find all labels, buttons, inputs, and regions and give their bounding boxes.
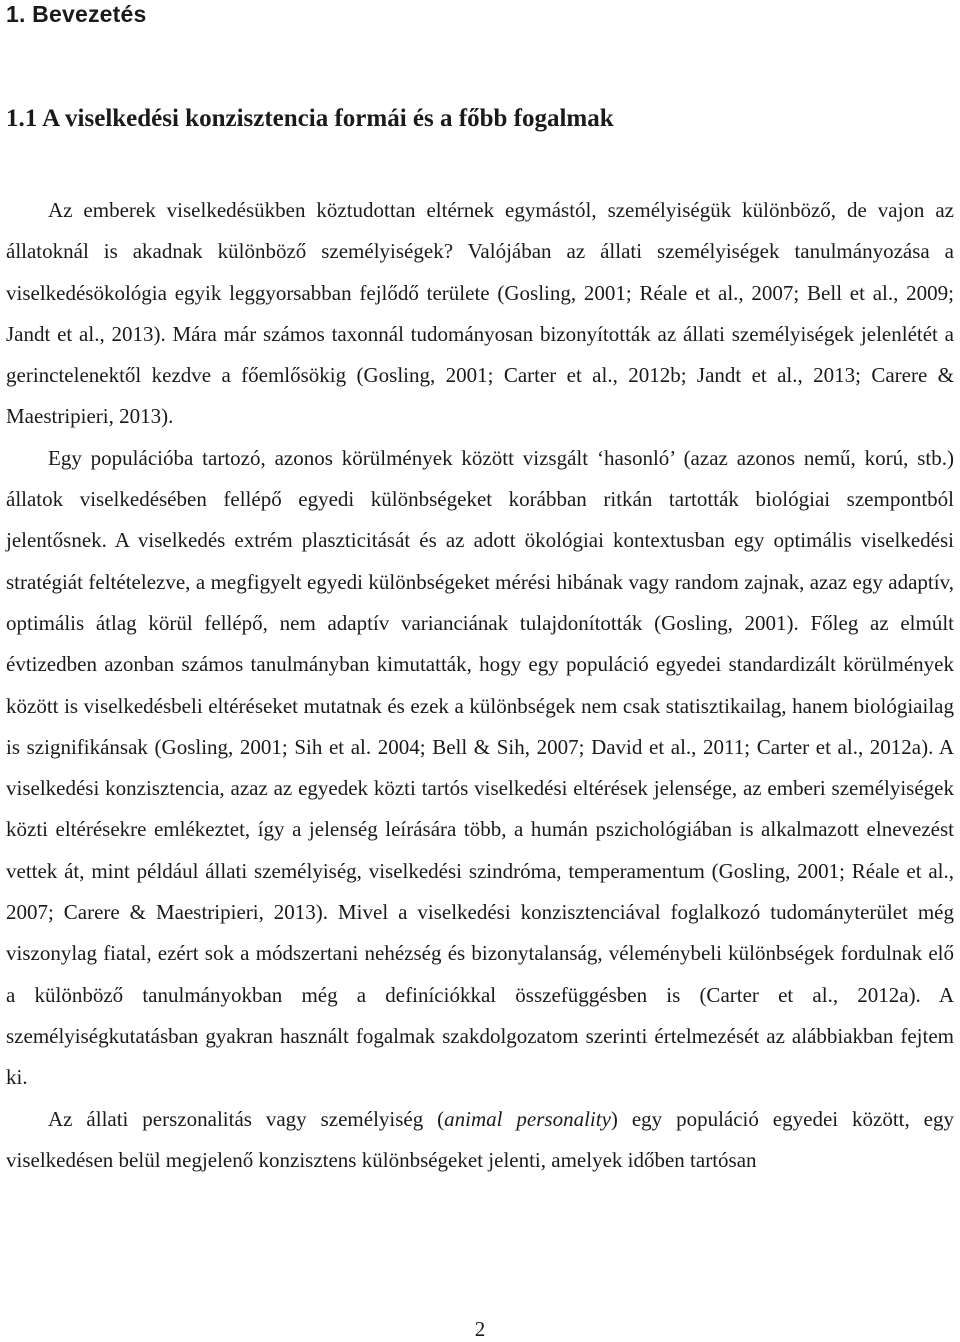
paragraph-2: Egy populációba tartozó, azonos körülmények között vizsgált ‘hasonló’ (azaz azonos nemű, korú, stb.) állatok viselkedésében fellépő egyedi különbségeket korábban ritkán tartották biológiai szempontból jelentősnek. A viselkedés extrém plaszticitását és az adott ökológiai kontextusban egy optimális viselkedési stratégiát feltételezve, a megfigyelt egyedi különbségeket mérési hibának vagy random zajnak, azaz egy adaptív, optimális átlag körül fellépő, nem adaptív varianciának tulajdonították (Gosling, 2001). Főleg az elmúlt évtizedben azonban számos tanulmányban kimutatták, hogy egy populáció egyedei standardizált körülmények között is viselkedésbeli eltéréseket mutatnak és ezek a különbségek nem csak statisztikailag, hanem biológiailag is szignifikánsak (Gosling, 2001; Sih et al. 2004; Bell & Sih, 2007; David et al., 2011; Carter et al., 2012a). A viselkedési konzisztencia, azaz az egyedek közti tartós viselkedési eltérések jelensége, az emberi személyiségek közti eltérésekre emlékeztet, így a jelenség leírására több, a humán pszichológiában is alkalmazott elnevezést vettek át, mint például állati személyiség, viselkedési szindróma, temperamentum (Gosling, 2001; Réale et al., 2007; Carere & Maestripieri, 2013). Mivel a viselkedési konzisztenciával foglalkozó tudományterület még viszonylag fiatal, ezért sok a módszertani nehézség és bizonytalanság, véleménybeli különbségek fordulnak elő a különböző tanulmányokban még a definíciókkal összefüggésben is (Carter et al., 2012a). A személyiségkutatásban gyakran használt fogalmak szakdolgozatom szerinti értelmezését az alábbiakban fejtem ki. xyxy=(6,445,954,1090)
paragraph-1: Az emberek viselkedésükben köztudottan eltérnek egymástól, személyiségük különböző, de vajon az állatoknál is akadnak különböző személyiségek? Valójában az állati személyiségek tanulmányozása a viselkedésökológia egyik leggyorsabban fejlődő területe (Gosling, 2001; Réale et al., 2007; Bell et al., 2009; Jandt et al., 2013). Mára már számos taxonnál tudományosan bizonyították az állati személyiségek jelenlétét a gerinctelenektől kezdve a főemlősökig (Gosling, 2001; Carter et al., 2012b; Jandt et al., 2013; Carere & Maestripieri, 2013). xyxy=(6,198,954,429)
paragraph-3-text-start: Az állati perszonalitás vagy személyiség ( xyxy=(48,1106,445,1131)
body-text xyxy=(6,190,954,1181)
page-number: 2 xyxy=(474,1317,486,1341)
paragraph-3-text-end: ) egy populáció egyedei között, egy viselkedésen belül megjelenő konzisztens különbségeket jelenti, amelyek időben tartósan xyxy=(6,1106,954,1172)
section-heading: 1.1 A viselkedési konzisztencia formái és a főbb fogalmak xyxy=(6,105,614,132)
paragraph-3 xyxy=(6,1099,954,1182)
italic-term: animal personality xyxy=(444,1106,611,1131)
chapter-heading: 1. Bevezetés xyxy=(6,1,147,27)
